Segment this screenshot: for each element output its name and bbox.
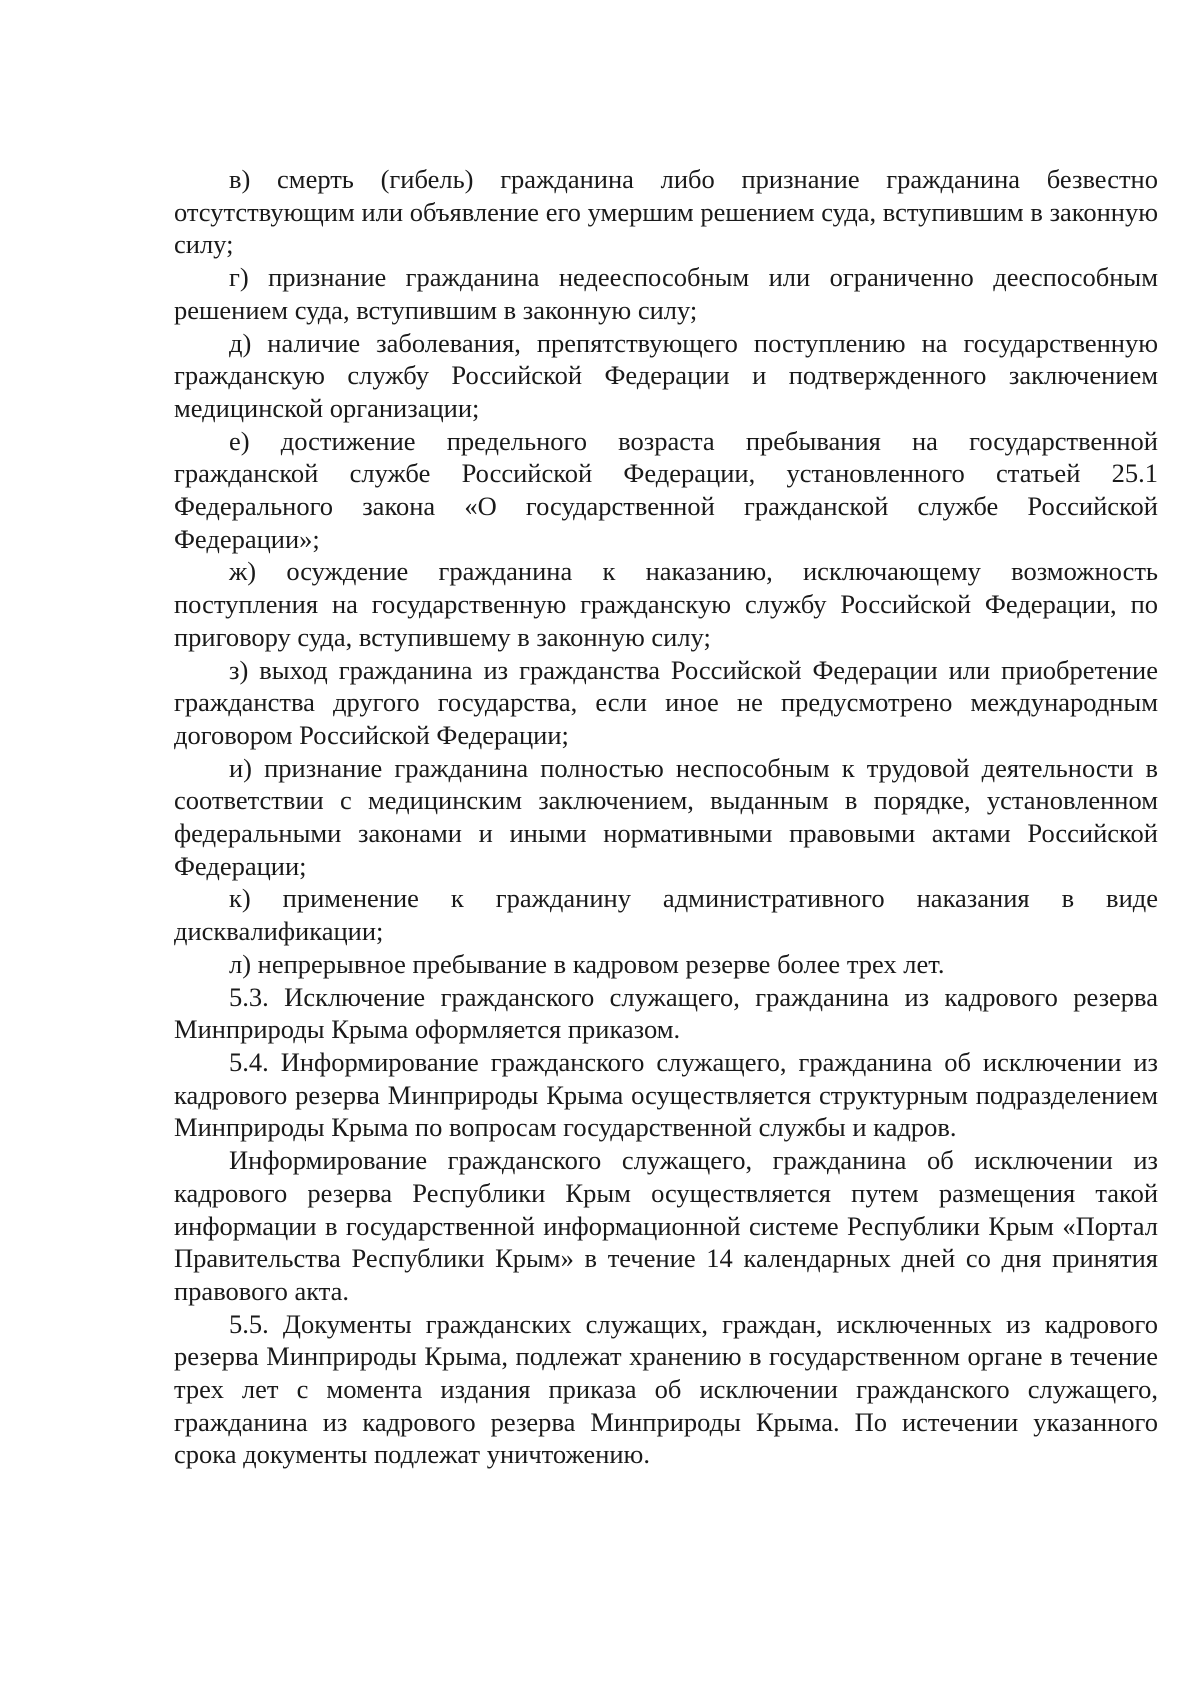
paragraph-item-l: л) непрерывное пребывание в кадровом резерве более трех лет.	[229, 948, 945, 979]
paragraph-item-e: е) достижение предельного возраста пребывания на государственной гражданской службе Российской Федерации, установленного статьей 25.1 Федерального закона «О государственной гражданской службе Российской Федерации»;	[174, 425, 1158, 554]
paragraph-item-zh: ж) осуждение гражданина к наказанию, исключающему возможность поступления на государственную гражданскую службу Российской Федерации, по приговору суда, вступившему в законную силу;	[174, 556, 1158, 652]
paragraph-item-i: и) признание гражданина полностью неспособным к трудовой деятельности в соответствии с медицинским заключением, выданным в порядке, установленном федеральными законами и иными нормативными правовыми актами Российской Федерации;	[174, 752, 1158, 881]
paragraph-5-3: 5.3. Исключение гражданского служащего, гражданина из кадрового резерва Минприроды Крыма оформляется приказом.	[174, 981, 1158, 1045]
paragraph-item-g: г) признание гражданина недееспособным или ограниченно дееспособным решением суда, вступившим в законную силу;	[174, 262, 1158, 325]
paragraph-item-d: д) наличие заболевания, препятствующего поступлению на государственную гражданскую службу Российской Федерации и подтвержденного заключением медицинской организации;	[174, 327, 1158, 423]
paragraph-item-z: з) выход гражданина из гражданства Российской Федерации или приобретение гражданства другого государства, если иное не предусмотрено международным договором Российской Федерации;	[174, 654, 1158, 750]
paragraph-item-v: в) смерть (гибель) гражданина либо признание гражданина безвестно отсутствующим или объявление его умершим решением суда, вступившим в законную силу;	[174, 164, 1158, 260]
document-body	[174, 163, 1158, 1471]
paragraph-5-4: 5.4. Информирование гражданского служащего, гражданина об исключении из кадрового резерва Минприроды Крыма осуществляется структурным подразделением Минприроды Крыма по вопросам государственной службы и кадров.	[174, 1046, 1158, 1143]
paragraph-5-5: 5.5. Документы гражданских служащих, граждан, исключенных из кадрового резерва Минприроды Крыма, подлежат хранению в государственном органе в течение трех лет с момента издания приказа об исключении гражданского служащего, гражданина из кадрового резерва Минприроды Крыма. По истечении указанного срока документы подлежат уничтожению.	[174, 1308, 1158, 1470]
paragraph-item-k: к) применение к гражданину административного наказания в виде дисквалификации;	[174, 883, 1158, 947]
paragraph-informing-republic: Информирование гражданского служащего, гражданина об исключении из кадрового резерва Республики Крым осуществляется путем размещения такой информации в государственной информационной системе Республики Крым «Портал Правительства Республики Крым» в течение 14 календарных дней со дня принятия правового акта.	[174, 1145, 1158, 1306]
